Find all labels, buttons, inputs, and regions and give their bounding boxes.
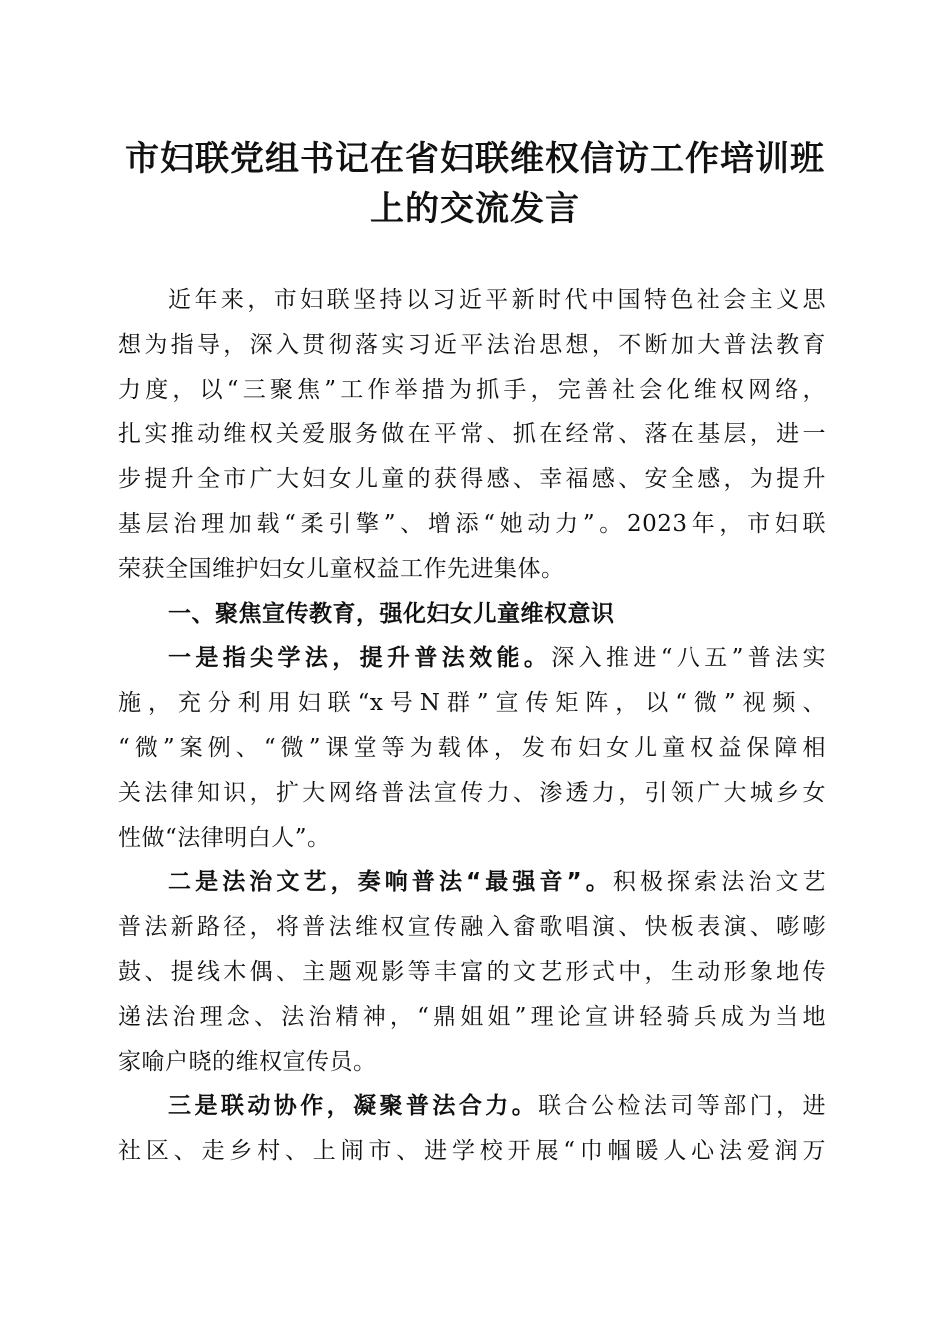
paragraph-text: 联合公检法司等部门，进 <box>538 1093 826 1120</box>
paragraph-lead: 一是指尖学法，提升普法效能。 <box>168 645 552 672</box>
document-title <box>110 134 840 234</box>
paragraph-line <box>118 636 826 681</box>
paragraph-line: 荣获全国维护妇女儿童权益工作先进集体。 <box>118 555 565 582</box>
title-line: 上的交流发言 <box>370 189 580 229</box>
title-line: 市妇联党组书记在省妇联维权信访工作培训班 <box>125 139 825 179</box>
paragraph-line: 扎实推动维权关爱服务做在平常、抓在经常、落在基层，进一 <box>118 421 826 448</box>
paragraph-line <box>118 860 826 905</box>
paragraph-line: 性做“法律明白人”。 <box>118 824 331 851</box>
paragraph-line: 基层治理加载“柔引擎”、增添“她动力”。2023年，市妇联 <box>118 510 826 537</box>
paragraph-line: 关法律知识，扩大网络普法宣传力、渗透力，引领广大城乡女 <box>118 779 826 806</box>
paragraph-text: 积极探索法治文艺 <box>612 869 827 896</box>
document-body <box>118 278 826 1174</box>
paragraph-line: 鼓、提线木偶、主题观影等丰富的文艺形式中，生动形象地传 <box>118 958 826 985</box>
paragraph-lead: 二是法治文艺，奏响普法“最强音”。 <box>168 869 613 896</box>
paragraph-lead: 三是联动协作，凝聚普法合力。 <box>168 1093 539 1120</box>
paragraph-line: 施，充分利用妇联“x号N群”宣传矩阵，以“微”视频、 <box>118 690 826 717</box>
paragraph-line: 社区、走乡村、上闹市、进学校开展“巾帼暖人心法爱润万 <box>118 1138 826 1165</box>
section-heading: 一、聚焦宣传教育，强化妇女儿童维权意识 <box>168 600 615 627</box>
paragraph-line: 近年来，市妇联坚持以习近平新时代中国特色社会主义思 <box>168 287 826 313</box>
paragraph-line <box>118 1084 826 1129</box>
paragraph-line: “微”案例、“微”课堂等为载体，发布妇女儿童权益保障相 <box>118 734 826 761</box>
paragraph-line: 步提升全市广大妇女儿童的获得感、幸福感、安全感，为提升 <box>118 466 826 493</box>
paragraph-line: 普法新路径，将普法维权宣传融入畲歌唱演、快板表演、嘭嘭 <box>118 914 826 941</box>
paragraph-line: 力度，以“三聚焦”工作举措为抓手，完善社会化维权网络， <box>118 376 826 403</box>
paragraph-line: 递法治理念、法治精神，“鼎姐姐”理论宣讲轻骑兵成为当地 <box>118 1003 826 1030</box>
paragraph-line: 想为指导，深入贯彻落实习近平法治思想，不断加大普法教育 <box>118 331 826 358</box>
paragraph-text: 深入推进“八五”普法实 <box>551 645 826 672</box>
paragraph-line: 家喻户晓的维权宣传员。 <box>118 1048 377 1075</box>
